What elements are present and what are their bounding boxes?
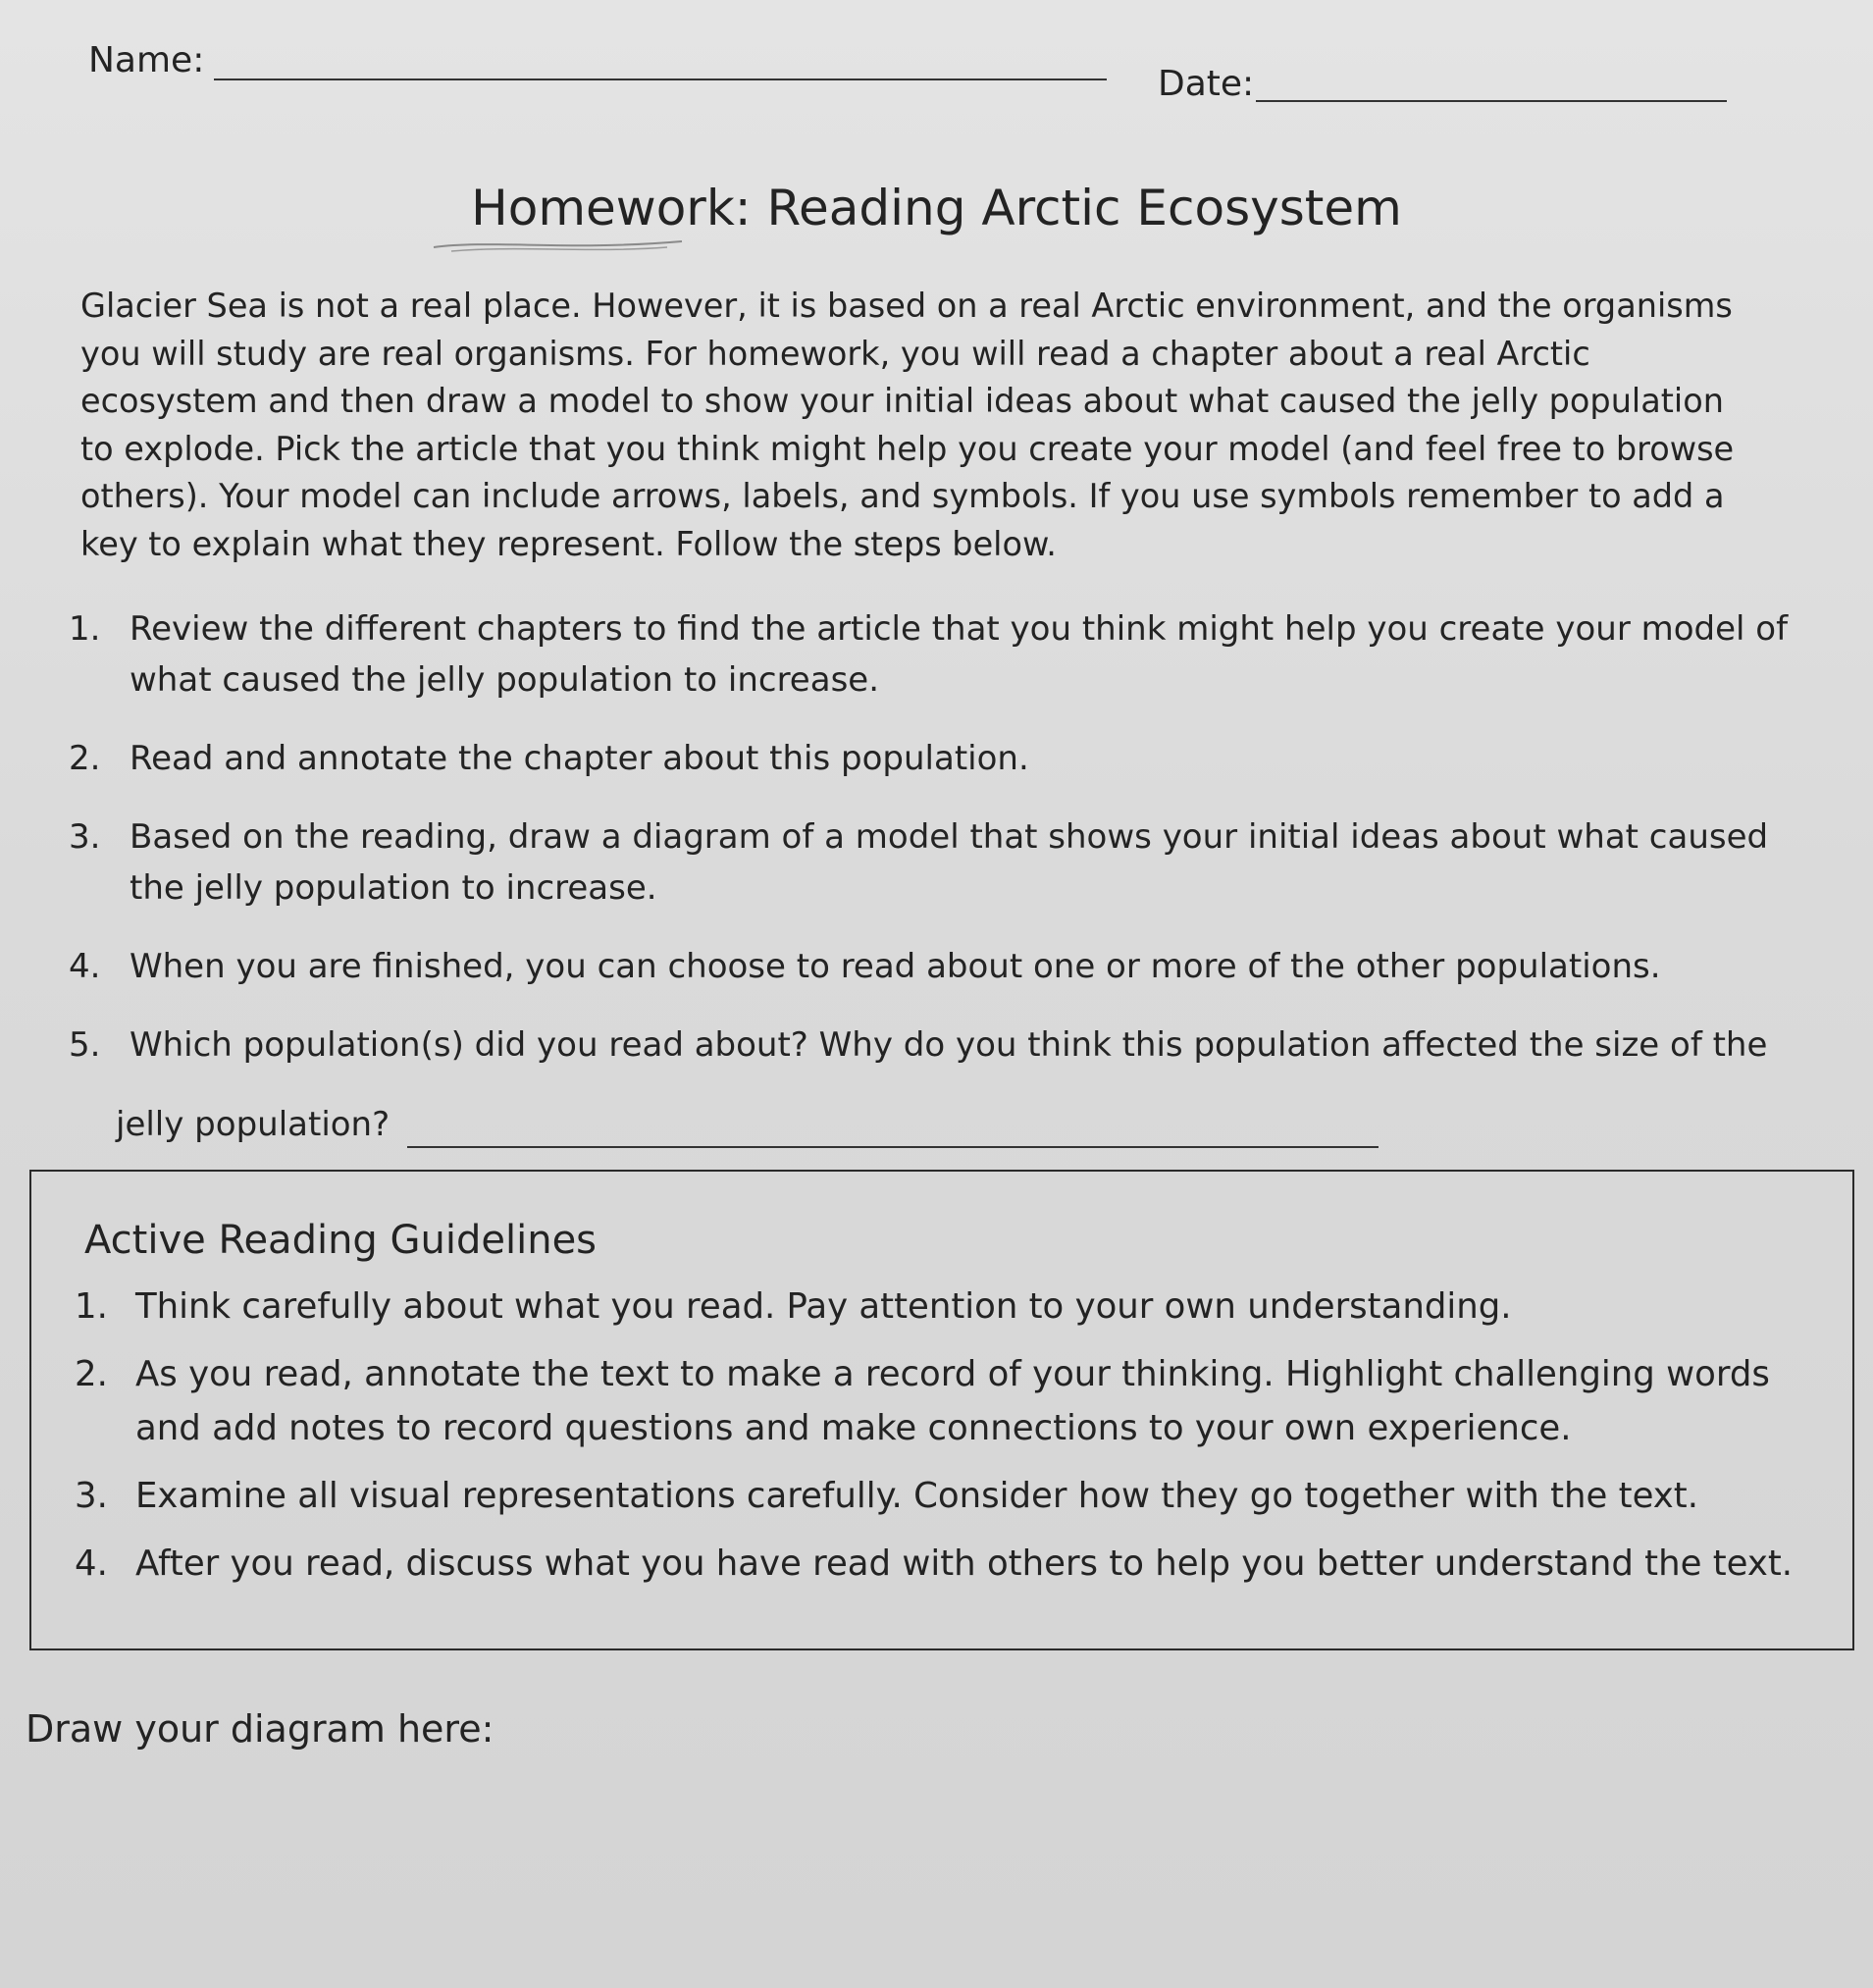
step-item [59,1020,1805,1071]
step-text: Which population(s) did you read about? Why do you think this population affected the size of the [130,1025,1768,1065]
pencil-underline-mark [432,234,687,257]
step-number: 2. [69,739,101,778]
steps-list [59,603,1805,1098]
date-label: Date: [1158,64,1255,104]
active-reading-guidelines-box [29,1170,1854,1650]
guideline-text: As you read, annotate the text to make a record of your thinking. Highlight challenging words and add notes to record questions and make connections to your own experience. [135,1354,1770,1448]
date-field[interactable] [1256,100,1727,102]
guideline-item [75,1537,1821,1591]
step-text: Review the different chapters to find the article that you think might help you create your model of what caused the jelly population to increase. [130,609,1789,700]
step5-answer-row [116,1101,1489,1148]
page-title: Homework: Reading Arctic Ecosystem [471,180,1402,236]
step-text: Read and annotate the chapter about this population. [130,739,1029,778]
step-item [59,733,1805,784]
step-item [59,811,1805,914]
step-text: When you are finished, you can choose to read about one or more of the other populations. [130,947,1661,986]
guidelines-title: Active Reading Guidelines [84,1218,598,1263]
guideline-text: Think carefully about what you read. Pay attention to your own understanding. [135,1286,1512,1327]
guideline-number: 3. [75,1476,108,1516]
guidelines-list [75,1280,1821,1604]
guideline-item [75,1280,1821,1334]
step5-answer-field[interactable] [407,1117,1379,1148]
step-number: 5. [69,1025,101,1065]
guideline-number: 4. [75,1543,108,1584]
name-label: Name: [88,40,205,80]
diagram-drawing-area[interactable] [20,1766,1845,1972]
step-item [59,603,1805,706]
header-row [88,39,1756,108]
guideline-text: After you read, discuss what you have read with others to help you better understand the text. [135,1543,1794,1584]
step-text: Based on the reading, draw a diagram of a model that shows your initial ideas about what caused the jelly population to increase. [130,817,1769,908]
draw-prompt: Draw your diagram here: [26,1707,494,1751]
intro-paragraph: Glacier Sea is not a real place. However, it is based on a real Arctic environment, and the organisms you will study are real organisms. For homework, you will read a chapter about a real Arctic ecosystem and then draw a model to show your initial ideas about what caused the jelly population to explode. Pick the article that you think might help you create your model (and feel free to browse others). Your model can include arrows, labels, and symbols. If you use symbols remember to add a key to explain what they represent. Follow the steps below. [80,287,1735,563]
name-field[interactable] [214,78,1107,80]
guideline-item [75,1347,1821,1455]
guideline-number: 2. [75,1354,108,1394]
guideline-text: Examine all visual representations carefully. Consider how they go together with the text. [135,1476,1698,1516]
guideline-item [75,1469,1821,1523]
step-number: 1. [69,609,101,649]
step-item [59,941,1805,992]
step-number: 3. [69,817,101,857]
step-number: 4. [69,947,101,986]
step5-continuation: jelly population? [116,1105,390,1144]
guideline-number: 1. [75,1286,108,1327]
